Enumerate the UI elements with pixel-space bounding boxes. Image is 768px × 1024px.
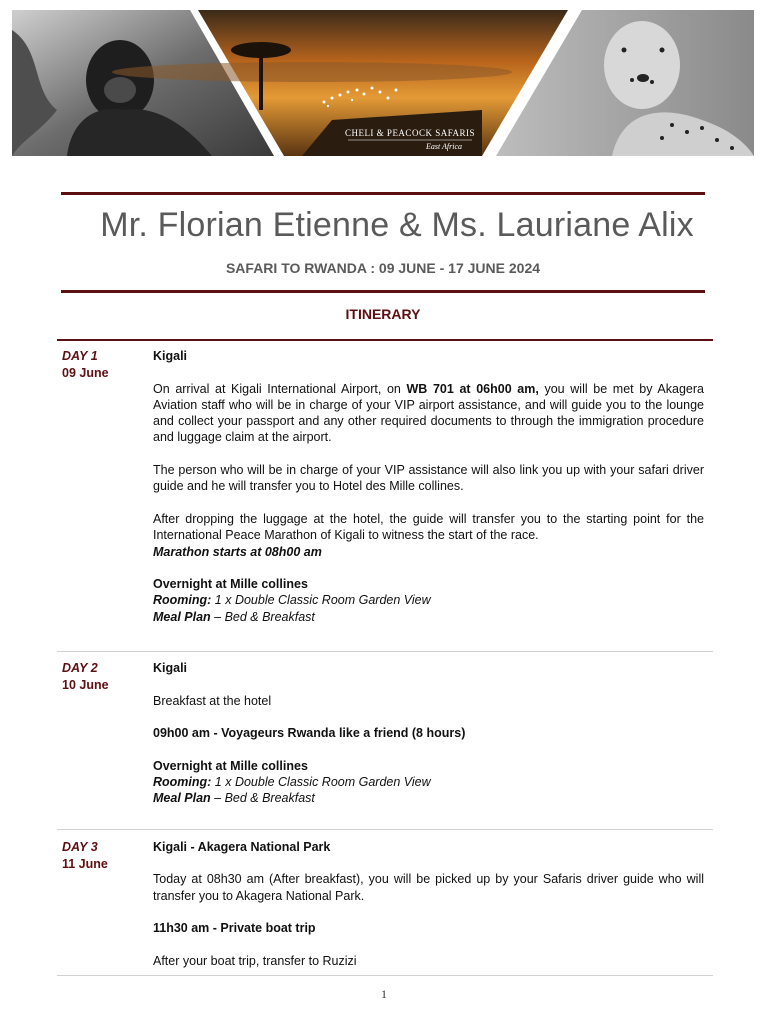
marathon-note: Marathon starts at 08h00 am	[153, 544, 322, 559]
day-date: 10 June	[62, 677, 109, 692]
flight-info: WB 701 at 06h00 am,	[406, 381, 539, 396]
pickup-paragraph: Today at 08h30 am (After breakfast), you will be picked up by your Safaris driver guide who will transfer you to Akagera National Park.	[153, 872, 704, 903]
rooming-line: Rooming: 1 x Double Classic Room Garden View	[153, 775, 431, 790]
overnight-line: Overnight at Mille collines	[153, 577, 308, 592]
day-separator	[57, 829, 713, 830]
day-date: 11 June	[62, 856, 108, 871]
itinerary-heading: ITINERARY	[345, 306, 421, 322]
day-place: Kigali	[153, 349, 188, 363]
title-top-rule	[61, 192, 705, 195]
itinerary-rule	[57, 339, 713, 341]
vip-paragraph: The person who will be in charge of your VIP assistance will also link you up with your safari driver guide and he will transfer you to Hotel des Mille collines.	[153, 463, 704, 494]
day-label: DAY 1	[62, 349, 98, 363]
day-place: Kigali	[153, 661, 188, 675]
page-number: 1	[381, 987, 387, 1001]
header-banner	[12, 10, 754, 156]
day-date: 09 June	[62, 365, 109, 380]
day-separator	[57, 975, 713, 976]
transfer-paragraph: After your boat trip, transfer to Ruzizi	[153, 953, 357, 968]
rooming-line: Rooming: 1 x Double Classic Room Garden View	[153, 593, 431, 608]
safari-subtitle: SAFARI TO RWANDA : 09 JUNE - 17 JUNE 2024	[225, 260, 541, 276]
day-details	[153, 839, 704, 969]
meal-plan-line: Meal Plan – Bed & Breakfast	[153, 609, 315, 624]
day-place: Kigali - Akagera National Park	[153, 840, 331, 854]
day-label: DAY 3	[62, 840, 98, 854]
brand-tagline: East Africa	[425, 142, 463, 151]
arrival-paragraph: On arrival at Kigali International Airport, on WB 701 at 06h00 am, you will be met by Akagera Aviation staff who will be in charge of your VIP airport assistance, and will guide you to the lounge and collect your passport and any other required documents to through the immigration procedure and luggage claim at the airport.	[153, 381, 704, 445]
activity-line: 09h00 am - Voyageurs Rwanda like a friend (8 hours)	[153, 726, 466, 741]
day-separator	[57, 651, 713, 652]
meal-plan-line: Meal Plan – Bed & Breakfast	[153, 791, 315, 806]
marathon-paragraph: After dropping the luggage at the hotel, the guide will transfer you to the starting point for the International Peace Marathon of Kigali to witness the start of the race. Marathon starts at 08h00 am	[153, 511, 704, 559]
title-bottom-rule	[61, 290, 705, 293]
day-details	[153, 348, 704, 625]
day-details	[153, 660, 704, 807]
accommodation-block	[153, 576, 704, 625]
banner-artwork	[12, 10, 754, 156]
brand-logo: CHELI & PEACOCK SAFARIS	[344, 128, 476, 138]
accommodation-block	[153, 758, 704, 807]
activity-line: 11h30 am - Private boat trip	[153, 921, 316, 936]
breakfast-paragraph: Breakfast at the hotel	[153, 693, 272, 708]
client-names-title: Mr. Florian Etienne & Ms. Lauriane Alix	[100, 206, 694, 244]
day-label: DAY 2	[62, 661, 98, 675]
overnight-line: Overnight at Mille collines	[153, 758, 308, 773]
